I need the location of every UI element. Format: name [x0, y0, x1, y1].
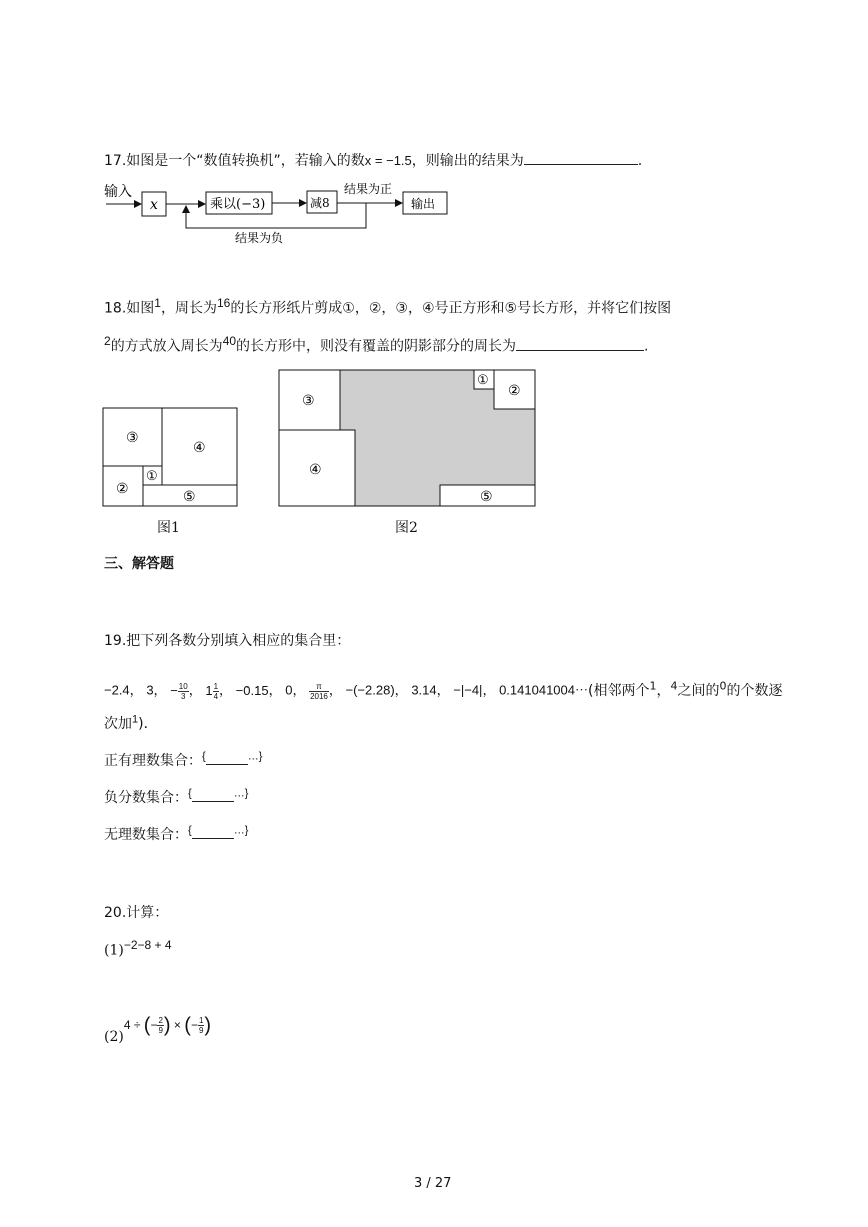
q19-n7-frac	[309, 682, 329, 701]
flow-negative-label: 结果为负	[235, 231, 284, 245]
q17-text-a: 17.如图是一个“数值转换机”，若输入的数	[104, 153, 365, 169]
q18-num-2: 2	[104, 334, 111, 348]
q19-set2-blank	[192, 789, 234, 802]
q19-n4	[205, 681, 219, 701]
q18-line1	[104, 296, 671, 318]
q19-n7-den: 2016	[310, 691, 328, 701]
q19-note-line2	[104, 713, 158, 733]
q19-set3-brace-close: …}	[233, 824, 249, 837]
q20-p1-expr: −2−8 + 4	[123, 938, 172, 952]
fig1-label-5: ⑤	[183, 489, 196, 505]
q19-n9: 3.14	[411, 682, 437, 698]
q19-n3-num: 10	[178, 681, 188, 691]
q20-p2-times: ×	[170, 1017, 185, 1032]
q18-figure-1	[102, 407, 240, 509]
q19-set1-brace-open: {	[202, 750, 206, 763]
q17-text-b: ，则输出的结果为	[411, 153, 524, 169]
q19-note-a: (相邻两个	[588, 682, 650, 699]
q19-set3-blank	[192, 826, 234, 839]
fig1-label-3: ③	[126, 430, 139, 446]
fig1-label-1: ①	[146, 469, 158, 484]
q17-line	[104, 150, 642, 170]
q19-prompt: 19.把下列各数分别填入相应的集合里：	[104, 633, 351, 649]
q18-text-c: 的长方形纸片剪成①，②，③，④号正方形和⑤号长方形，并将它们按图	[230, 300, 672, 317]
q19-n2: 3	[146, 682, 154, 698]
q19-note-4: 4	[670, 679, 678, 692]
q19-n3-frac	[178, 682, 189, 701]
q19-n3-den: 3	[181, 691, 186, 701]
q17-answer-blank	[524, 150, 638, 165]
section-3-title: 三、解答题	[104, 556, 174, 572]
q18-answer-blank	[516, 336, 644, 351]
fig2-label-4: ④	[309, 462, 322, 478]
q19-sep: ，	[153, 682, 167, 698]
q19-set2-label: 负分数集合：	[104, 790, 188, 806]
page-number: 3 / 27	[414, 1176, 452, 1191]
q19-set1-brace-close: …}	[247, 750, 263, 763]
q19-n8: −(−2.28)	[345, 682, 395, 698]
q19-set1-label: 正有理数集合：	[104, 753, 202, 769]
q19-sep: ，	[292, 682, 306, 698]
q19-sep: ，	[394, 682, 408, 698]
flow-box-output-text: 输出	[411, 197, 436, 211]
fig1-label-2: ②	[116, 481, 129, 497]
q20-p2-a: 4 ÷	[123, 1017, 144, 1032]
q18-figure-2	[278, 369, 538, 509]
q19-sep: ，	[219, 682, 233, 698]
q19-sep: ，	[129, 682, 143, 698]
q20-p2-f1-num: 2	[158, 1016, 163, 1025]
q19-set2-brace-close: …}	[233, 787, 249, 800]
q19-note-b: ，	[656, 682, 671, 699]
fig2-label-5: ⑤	[480, 489, 493, 505]
q19-set1-blank	[206, 752, 248, 765]
q18-text-d: 的方式放入周长为	[110, 338, 223, 355]
q19-set-positive-rational	[104, 750, 262, 770]
q20-p2-f2-num: 1	[198, 1016, 204, 1025]
q18-text-b: ，周长为	[160, 300, 217, 317]
q20-p2-f2-sign: −	[190, 1017, 198, 1032]
q19-note-1: 1	[649, 679, 657, 692]
q18-figure-1-caption: 图1	[157, 520, 180, 536]
q18-num-1: 1	[154, 296, 161, 310]
q19-sep: ，	[482, 682, 496, 698]
q19-n4-num: 1	[213, 681, 219, 691]
q19-n4-den: 4	[213, 691, 219, 701]
q18-num-16: 16	[216, 296, 231, 310]
q20-p2-label: (2)	[104, 1029, 124, 1045]
q19-note-d: 的个数逐	[726, 682, 783, 699]
q18-end: .	[644, 338, 649, 355]
q19-set3-brace-open: {	[188, 824, 192, 837]
q19-n7-num: π	[309, 682, 329, 692]
q19-n4-int: 1	[205, 682, 213, 698]
q18-figure-2-caption: 图2	[395, 520, 418, 536]
fig2-label-3: ③	[302, 393, 315, 409]
flow-box-sub-text: 减8	[310, 196, 330, 210]
q19-n1: −2.4	[104, 682, 130, 698]
fig2-label-1: ①	[477, 373, 489, 388]
q19-n6: 0	[285, 682, 293, 698]
flow-box-mul-text: 乘以(−3)	[210, 197, 266, 212]
q19-note-line2-a: 次加	[104, 716, 132, 732]
flow-positive-label: 结果为正	[344, 182, 393, 196]
q20-part-1	[104, 938, 172, 959]
q19-number-list	[104, 672, 782, 705]
q19-n3	[170, 681, 189, 701]
q20-p2-f2-den: 9	[198, 1026, 204, 1035]
q19-note-line2-1: 1	[132, 713, 139, 726]
q20-p2-expr: 4 ÷ (− $\frac{2}{9}$ ) × (− $\frac{1}{9}$ )	[123, 1014, 212, 1036]
q18-num-40: 40	[222, 334, 237, 348]
q20-p2-f1-den: 9	[158, 1026, 163, 1035]
q19-n3-sign: −	[170, 682, 178, 698]
q19-set-irrational	[104, 824, 248, 844]
flow-box-x-text: x	[150, 197, 158, 213]
q19-set-negative-fraction	[104, 787, 248, 807]
q19-sep: ，	[328, 682, 342, 698]
q18-text-e: 的长方形中，则没有覆盖的阴影部分的周长为	[236, 338, 517, 355]
q19-note-0: 0	[719, 679, 727, 692]
q18-line2	[104, 334, 649, 356]
q19-note-c: 之间的	[677, 682, 720, 699]
q19-n5: · · −0.15	[236, 683, 269, 698]
q20-p2-f1-sign: −	[150, 1017, 158, 1032]
q19-sep: ，	[188, 682, 202, 698]
q19-note-line2-b: )．	[138, 716, 158, 732]
q19-sep: ，	[268, 682, 282, 698]
fig1-label-4: ④	[193, 440, 206, 456]
q19-n10: −|−4|	[453, 682, 483, 698]
q17-end: .	[637, 153, 643, 169]
q17-formula: x = −1.5	[364, 153, 412, 168]
q19-set2-brace-open: {	[188, 787, 192, 800]
q18-text-a: 18.如图	[104, 300, 155, 317]
q19-set3-label: 无理数集合：	[104, 827, 188, 843]
q17-flowchart	[100, 178, 460, 250]
q19-sep: ，	[436, 682, 450, 698]
flow-input-label: 输入	[104, 184, 132, 200]
q19-n11: 0.141041004⋯	[499, 682, 588, 698]
fig2-label-2: ②	[508, 383, 521, 399]
q20-prompt: 20.计算：	[104, 905, 169, 921]
q20-p1-label: (1)	[104, 942, 124, 959]
q20-part-2	[104, 1014, 212, 1045]
